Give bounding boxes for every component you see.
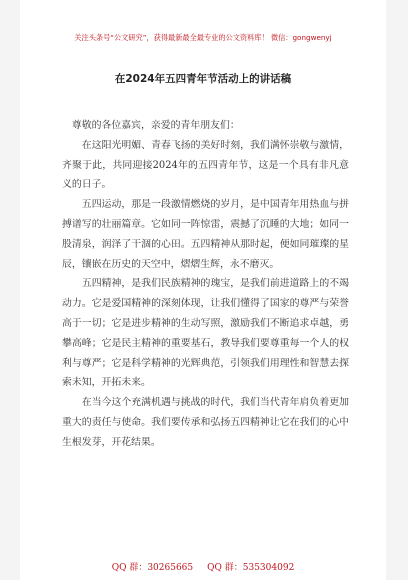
document-body bbox=[62, 116, 349, 453]
paragraph: 五四运动，那是一段激情燃烧的岁月，是中国青年用热血与拼搏谱写的壮丽篇章。它如同一阵惊雷，震撼了沉睡的大地；如同一股清泉，润泽了干涸的心田。五四精神从那时起，便如同璀璨的星辰，镶嵌在历史的天空中，熠熠生辉，永不磨灭。 bbox=[62, 199, 349, 270]
paragraph: 五四精神，是我们民族精神的瑰宝，是我们前进道路上的不竭动力。它是爱国精神的深刻体现，让我们懂得了国家的尊严与荣誉高于一切；它是进步精神的生动写照，激励我们不断追求卓越，勇攀高峰；它是民主精神的重要基石，教导我们要尊重每一个人的权利与尊严；它是科学精神的光辉典范，引领我们用理性和智慧去探索未知，开拓未来。 bbox=[62, 278, 349, 389]
document-title: 在2024年五四青年节活动上的讲话稿 bbox=[114, 73, 292, 85]
header-banner: 关注头条号“公文研究”，获得最新最全最专业的公文资料库！ 微信：gongwenyj bbox=[74, 33, 332, 42]
footer bbox=[20, 560, 386, 573]
salutation: 尊敬的各位嘉宾，亲爱的青年朋友们： bbox=[71, 120, 240, 131]
document-page bbox=[20, 0, 386, 580]
paragraph: 在这阳光明媚、青春飞扬的美好时刻，我们满怀崇敬与激情，齐聚于此，共同迎接2024年的五四青年节，这是一个具有非凡意义的日子。 bbox=[62, 139, 349, 191]
paragraph: 在当今这个充满机遇与挑战的时代，我们当代青年肩负着更加重大的责任与使命。我们要传承和弘扬五四精神让它在我们的心中生根发芽，开花结果。 bbox=[62, 397, 349, 448]
footer-qq-group-2: QQ 群：535304092 bbox=[207, 563, 295, 573]
footer-qq-group-1: QQ 群：30265665 bbox=[111, 563, 194, 573]
